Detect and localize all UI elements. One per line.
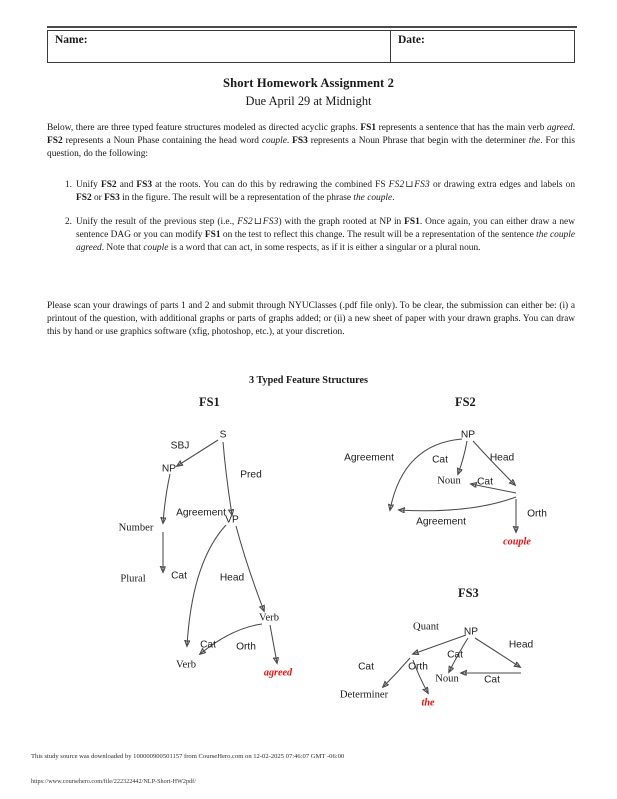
fs2-label-agreement-np: Agreement [344,452,394,464]
fs3-edge-cat-quant [383,658,410,687]
step-2-fs1-ref-2: FS1 [204,230,221,241]
step-1-fs2-ref-2: FS2 [76,193,92,204]
step-2-number: 2. [64,217,72,228]
fs1-node-verb-cat: Verb [175,659,197,671]
download-source-note: This study source was downloaded by 100000900501157 from CourseHero.com on 12-02-2025 07:46:07 GMT -06:00 [31,753,345,760]
fs1-node-plural: Plural [120,573,146,585]
fs1-label-orth: Orth [236,641,256,653]
step-1-fs3-ref: FS3 [136,180,153,190]
fs3-node-determiner: Determiner [339,689,389,701]
step-1-phrase: the couple [353,193,393,204]
step-2-math-fs2: FS2 [237,217,253,228]
intro-text-5: . [286,136,293,147]
intro-fs2-ref: FS2 [47,136,63,147]
fs2-node-noun: Noun [437,475,461,487]
fs1-edge-head-vp [236,526,264,611]
step-2-fs1-ref: FS1 [404,217,420,228]
fs2-edge-agreement-head [399,497,516,511]
step-1-fs2-ref: FS2 [100,180,117,190]
fs1-node-number: Number [118,522,154,534]
intro-agreed-word: agreed [546,123,573,133]
fs2-edge-agreement-np [390,439,462,510]
intro-text-4: represents a Noun Phase containing the head word [62,136,262,147]
step-2-couple-word: couple [143,243,169,254]
fs3-node-noun: Noun [435,673,459,685]
intro-text-1: Below, there are three typed feature structures modeled as directed acyclic graphs. [47,123,361,133]
step-1-math-join-operator: ⊔ [405,180,414,190]
top-horizontal-rule [47,26,577,28]
fs3-label-quant: Quant [413,621,439,633]
fs1-edge-orth [270,625,277,663]
intro-text-3: . [572,123,575,133]
fs2-label-cat-head: Cat [477,476,493,488]
page-title: Short Homework Assignment 2 [223,76,394,90]
fs2-label-head-np: Head [489,452,515,464]
fs3-node-np: NP [463,626,479,638]
step-1-text-e: or [91,193,105,204]
date-field-cell[interactable]: Date: [398,34,425,46]
fs2-label-agreement-head: Agreement [416,516,466,528]
fs3-label-cat-quant: Cat [358,661,374,673]
step-1-text-c: at the roots. You can do this by redrawing the combined FS [152,180,389,190]
fs2-title: FS2 [455,395,476,409]
step-2-text-c: . Once again, you can either draw a new sentence DAG or you can modify [76,217,575,241]
step-2-text-e: . Note that [101,243,144,254]
intro-text-2: represents a sentence that has the main verb [376,123,547,133]
name-field-cell[interactable]: Name: [48,31,391,62]
step-1-number: 1. [64,180,72,190]
fs2-node-np: NP [460,429,476,441]
step-2-math-join-operator: ⊔ [253,217,262,228]
step-1-math-fs3: FS3 [414,180,430,190]
intro-text-7: . For this question, do the following: [47,136,575,160]
fs1-label-head-vp: Head [219,572,245,584]
intro-the-word: the [528,136,541,147]
intro-fs3-ref: FS3 [292,136,308,147]
fs1-title: FS1 [199,395,220,409]
fs1-label-agreement: Agreement [176,507,226,519]
fs3-node-the-value: the [421,697,435,709]
fs3-label-orth: Orth [408,661,428,673]
step-1-text-a: Unify [76,180,101,190]
name-date-table [47,30,575,63]
fs1-node-verb-head: Verb [258,612,280,624]
step-2-text-f: is a word that can act, in some respects, as if it is either a singular or a plural noun. [168,243,481,254]
step-2-math-fs3: FS3 [262,217,279,228]
steps-list [47,179,575,266]
fs1-node-s: S [219,429,227,441]
submission-paragraph: Please scan your drawings of parts 1 and 2 and submit through NYUClasses (.pdf file only). To be clear, the submission can either be: (i) a printout of the question, with additional graphs or parts of graphs added; or (ii) a new sheet of paper with your drawn graphs. You can draw this by hand or use graphics software (xfig, photoshop, etc.), at your discretion. [47,301,575,338]
step-1-text-f: in the figure. The result will be a representation of the phrase [119,193,354,204]
fs3-title: FS3 [458,586,479,600]
step-1-text-d: or drawing extra edges and labels on [429,180,576,190]
fs2-label-cat-np: Cat [432,454,448,466]
dag-edges-layer [0,392,617,727]
step-1-math-fs2: FS2 [388,180,405,190]
fs1-node-agreed-value: agreed [263,667,293,679]
fs1-node-np: NP [161,463,177,475]
step-2-text-d: on the test to reflect this change. The result will be a representation of the sentence [220,230,537,241]
page-subtitle: Due April 29 at Midnight [245,94,372,108]
fs1-edge-agreement [163,474,170,523]
list-item [47,216,575,255]
step-1-text-g: . [392,193,395,204]
section-heading: 3 Typed Feature Structures [249,375,368,386]
fs3-label-cat-np: Cat [447,649,463,661]
step-1-fs3-ref-2: FS3 [104,193,120,204]
step-2-text-a: Unify the result of the previous step (i.e., [76,217,238,228]
intro-text-6: represents a Noun Phrase that begin with the determiner [307,136,529,147]
fs2-label-orth: Orth [527,508,547,520]
fs2-node-couple-value: couple [503,536,531,548]
intro-fs1-ref: FS1 [360,123,377,133]
fs1-edge-cat-vp [187,525,226,646]
list-item [47,179,575,205]
step-2-text-b: ) with the graph rooted at NP in [278,217,405,228]
fs1-label-sbj: SBJ [170,440,190,452]
fs3-label-head-np: Head [508,639,534,651]
feature-structure-figures [0,392,617,727]
fs1-label-cat-verb: Cat [200,639,216,651]
fs1-label-pred: Pred [240,469,262,481]
fs2-edge-cat-np [458,441,467,474]
step-2-sentence: the couple agreed [76,230,575,254]
fs1-edge-pred [223,442,232,515]
step-1-text-b: and [116,180,137,190]
intro-paragraph [47,122,575,161]
fs1-node-vp: VP [225,514,239,526]
intro-couple-word: couple [261,136,287,147]
source-url[interactable]: https://www.coursehero.com/file/222322442/NLP-Short-HW2pdf/ [31,778,196,785]
fs1-label-cat-vp: Cat [171,570,187,582]
fs3-label-cat-head: Cat [484,674,500,686]
